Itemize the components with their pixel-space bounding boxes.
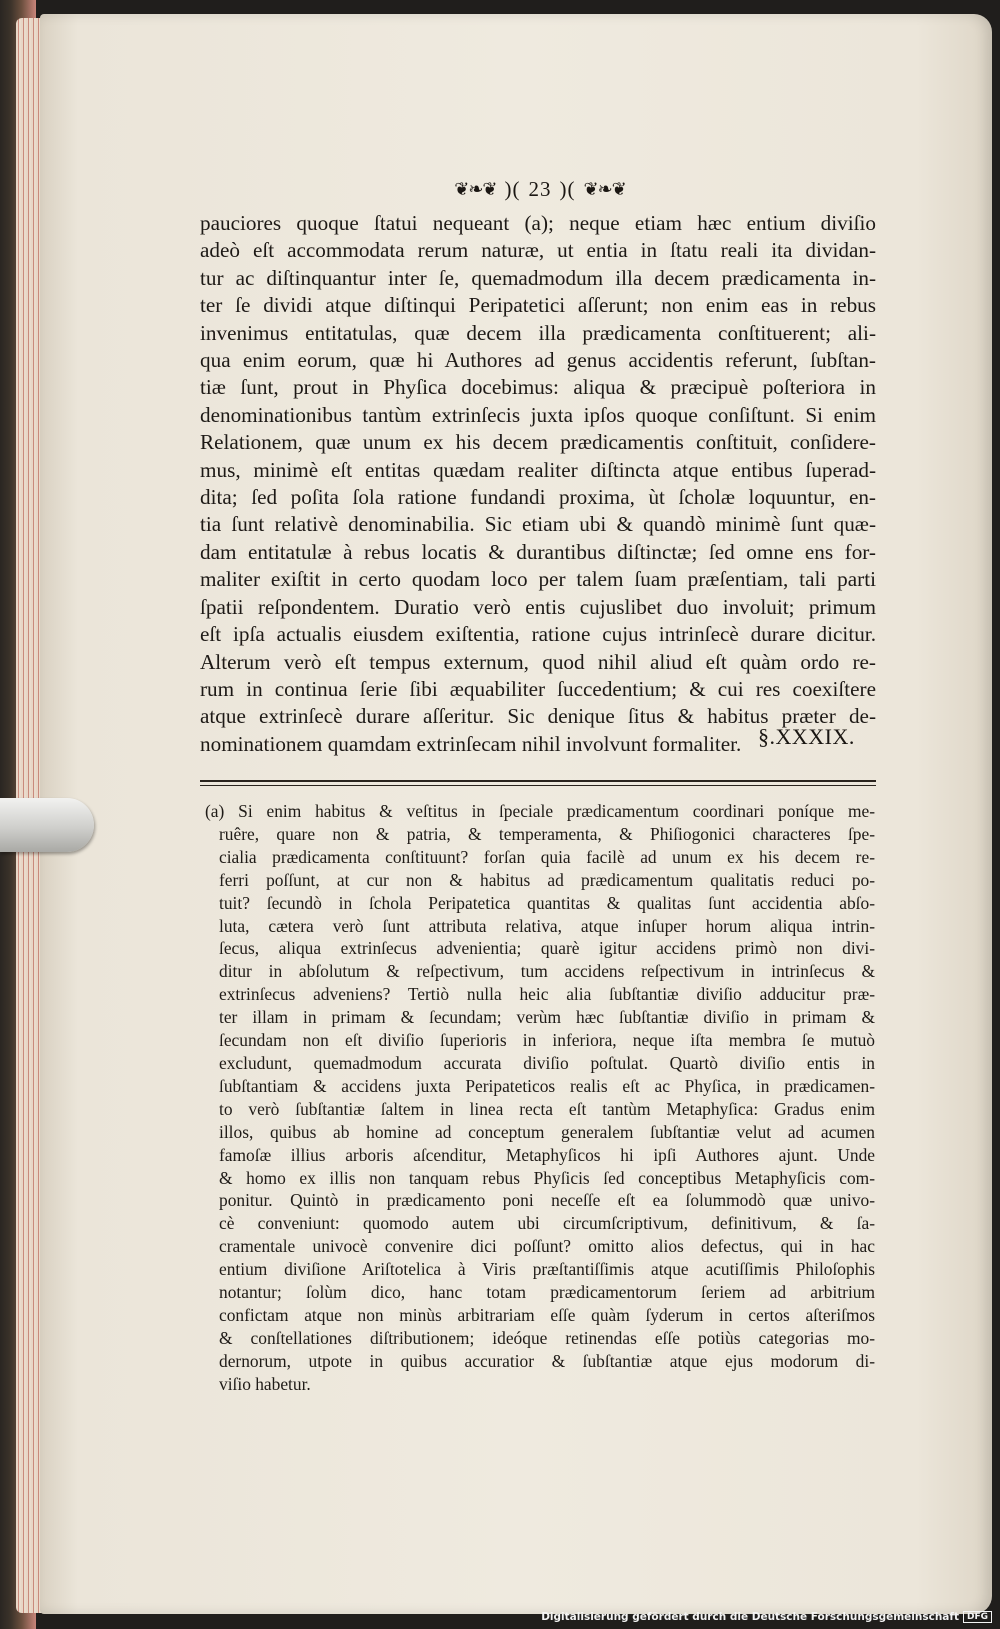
section-mark: §.XXXIX. — [758, 724, 855, 749]
main-line: ter ſe dividi atque diſtinqui Peripatetici aſſerunt; non enim eas in rebus — [200, 293, 876, 318]
main-line: adeò eſt accommodata rerum naturæ, ut entia in ſtatu reali ita dividan- — [200, 238, 876, 263]
page-number: 23 — [528, 176, 552, 201]
footnote-line: extrinſecus adveniens? Tertiò nulla heic alia ſubſtantiæ diviſio adducitur præ- — [219, 984, 875, 1005]
footnote-line: cè conveniunt: quomodo autem ubi circumſcriptivum, definitivum, & ſa- — [219, 1213, 875, 1234]
footnote-line: (a) Si enim habitus & veſtitus in ſpeciale prædicamentum coordinari poníque me- — [205, 801, 875, 821]
footnote-line: luta, cætera verò ſunt attributa relativa, atque inſuper horum aliqua intrin- — [219, 915, 875, 936]
main-line: rum in continua ſerie ſibi æquabiliter ſuccedentium; & cui res coexiſtere — [200, 676, 876, 701]
footnote-line: ponitur. Quintò in prædicamento poni neceſſe eſt ea ſolummodò quæ univo- — [219, 1190, 875, 1211]
footnote-line: ter illam in primam & ſecundam; verùm hæc ſubſtantiæ diviſio in primam & — [219, 1007, 875, 1028]
main-line: maliter exiſtit in certo quodam loco per talem ſuam præſentiam, tali parti — [200, 567, 876, 592]
footnote-line: & homo ex illis non tanquam rebus Phyſicis ſed conceptibus Metaphyſicis com- — [219, 1167, 875, 1188]
footnote-line: confictam atque non minùs arbitrariam eſſe quàm ſyderum in certos aſteriſmos — [219, 1304, 875, 1325]
footnote-line: famoſæ illius arboris aſcenditur, Metaphyſicos hi ipſi Authores ajunt. Unde — [219, 1144, 875, 1165]
main-line: mus, minimè eſt entitas quædam realiter diſtincta atque entibus ſuperad- — [200, 457, 876, 482]
footnote-line: dernorum, utpote in quibus accuratior & ſubſtantiæ atque ejus modorum di- — [219, 1350, 875, 1371]
main-line: dita; ſed poſita ſola ratione fundandi proxima, ùt ſcholæ loquuntur, en- — [200, 485, 876, 510]
main-line: eſt ipſa actualis eiusdem exiſtentia, ratione cujus intrinſecè durare dicitur. — [200, 622, 876, 647]
main-line: atque extrinſecè durare aſſeritur. Sic denique ſitus & habitus præter de- — [200, 704, 876, 729]
main-line: Relationem, quæ unum ex his decem prædicamentis conſtituit, conſidere- — [200, 430, 876, 455]
footnote-line: ferri poſſunt, at cur non & habitus ad prædicamentum qualitatis reduci po- — [219, 869, 875, 890]
main-line: ſpatii reſpondentem. Duratio verò entis cujuslibet duo involuit; primum — [200, 594, 876, 619]
credit-text: Digitalisierung gefördert durch die Deutsche Forschungsgemeinschaft — [541, 1611, 959, 1623]
main-line: nominationem quamdam extrinſecam nihil involvunt formaliter. — [200, 731, 742, 756]
digitization-credit — [541, 1611, 992, 1623]
footnote-line: to verò ſubſtantiæ ſaltem in linea recta eſt tantùm Metaphyſica: Gradus enim — [219, 1098, 875, 1119]
main-line: tur ac diſtinquantur inter ſe, quemadmodum illa decem prædicamenta in- — [200, 265, 876, 290]
footnote-line: & conſtellationes diſtributionem; ideóque retinendas eſſe potiùs categorias mo- — [219, 1327, 875, 1348]
footnote-line: tuit? ſecundò in ſchola Peripatetica quantitas & qualitas ſunt accidentia abſo- — [219, 892, 875, 913]
dfg-logo-icon: DFG — [963, 1611, 992, 1623]
main-line: Alterum verò eſt tempus externum, quod nihil aliud eſt quàm ordo re- — [200, 649, 876, 674]
paren-right: )( — [559, 176, 576, 201]
page-clip — [0, 798, 94, 852]
footnote-line: illos, quibus ab homine ad conceptum generalem ſubſtantiæ velut ad acumen — [219, 1121, 875, 1142]
footnote-line: viſio habetur. — [219, 1373, 311, 1394]
footnote — [205, 800, 875, 1396]
ornament-left-icon: ❦❧❦ — [454, 178, 497, 199]
main-line: tiæ ſunt, prout in Phyſica docebimus: aliqua & præcipuè poſteriora in — [200, 375, 876, 400]
page-header — [420, 176, 660, 202]
footnote-line: ſecus, aliqua extrinſecus advenientia; quarè igitur accidens primò non divi- — [219, 938, 875, 959]
main-line: tia ſunt relativè denominabilia. Sic etiam ubi & quandò minimè ſunt quæ- — [200, 512, 876, 537]
main-line: denominationibus tantùm extrinſecis juxta ipſos quoque conſiſtunt. Si enim — [200, 402, 876, 427]
main-line: dam entitatulæ à rebus locatis & durantibus diſtinctæ; ſed omne ens for- — [200, 539, 876, 564]
footnote-line: entium diviſione Ariſtotelica à Viris præſtantiſſimis atque acutiſſimis Philoſophis — [219, 1259, 875, 1280]
footnote-line: cialia prædicamenta conſtituunt? forſan quia facilè ad unum ex his decem re- — [219, 846, 875, 867]
footnote-line: ſecundam non eſt diviſio ſuperioris in inferiora, neque iſta membra ſe mutuò — [219, 1030, 875, 1051]
main-text — [200, 210, 876, 758]
footnote-line: ruêre, quare non & patria, & temperamenta, & Phiſiogonici characteres ſpe- — [219, 823, 875, 844]
main-line: invenimus entitatulas, quæ decem illa prædicamenta conſtituerent; ali- — [200, 320, 876, 345]
footnote-line: excludunt, quemadmodum accurata diviſio poſtulat. Quartò diviſio entis in — [219, 1052, 875, 1073]
main-line: qua enim eorum, quæ hi Authores ad genus accidentis referunt, ſubſtan- — [200, 348, 876, 373]
footnote-line: ſubſtantiam & accidens juxta Peripateticos realis eſt ac Phyſica, in prædicamen- — [219, 1075, 875, 1096]
ornament-right-icon: ❦❧❦ — [583, 178, 626, 199]
footnote-rule — [200, 780, 876, 782]
main-line: pauciores quoque ſtatui nequeant (a); neque etiam hæc entium diviſio — [200, 211, 876, 235]
footnote-line: ditur in abſolutum & reſpectivum, tum accidens reſpectivum in intrinſecus & — [219, 961, 875, 982]
footnote-line: cramentale univocè convenire dici poſſunt? omitto alios defectus, qui in hac — [219, 1236, 875, 1257]
footnote-rule-thin — [200, 785, 876, 786]
footnote-line: notantur; ſolùm dico, hanc totam prædicamentorum ſeriem ad arbitrium — [219, 1282, 875, 1303]
paren-left: )( — [504, 176, 521, 201]
